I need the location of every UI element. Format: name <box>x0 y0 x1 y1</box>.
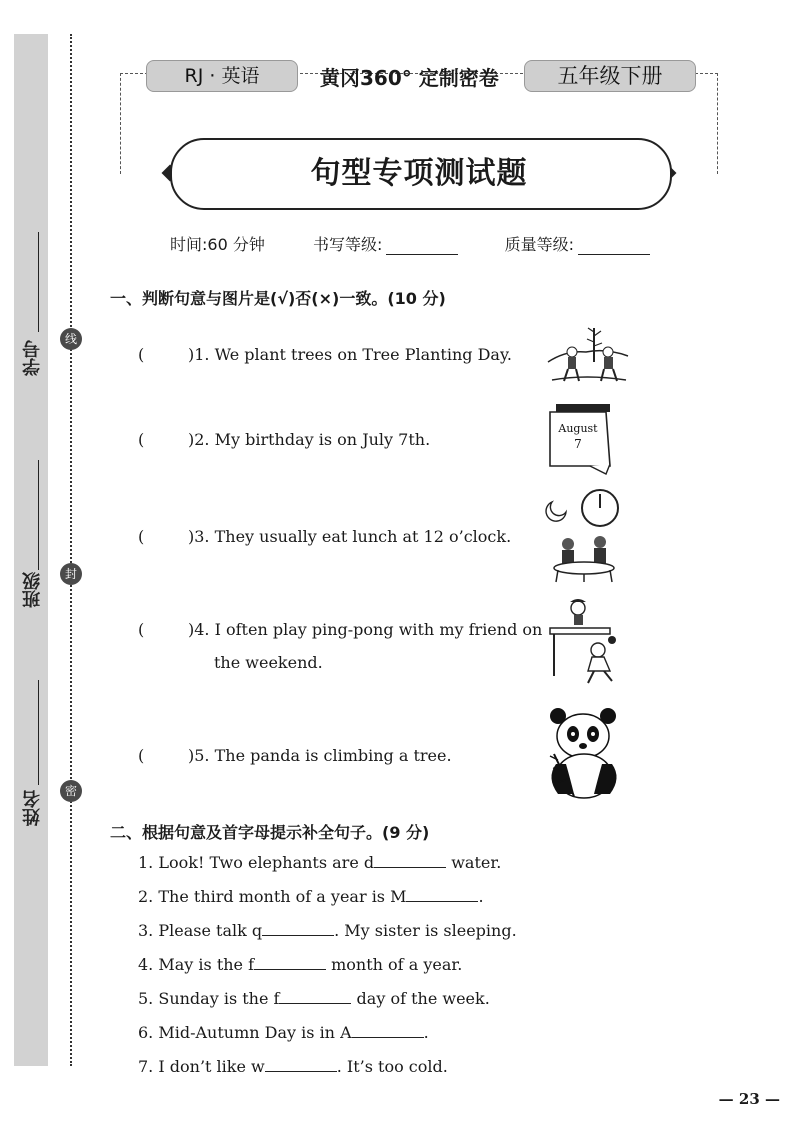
question-text: )3. They usually eat lunch at 12 o’clock. <box>188 527 512 546</box>
page-title: 句型专项测试题 <box>310 156 528 191</box>
section2-heading: 二、根据句意及首字母提示补全句子。(9 分) <box>110 823 430 842</box>
fill-blank[interactable] <box>352 1023 424 1038</box>
fill-text-after: month of a year. <box>326 955 463 974</box>
cut-line <box>70 34 72 1066</box>
answer-blank[interactable]: ( <box>138 746 145 765</box>
lunch-clock-picture <box>544 488 628 584</box>
calendar-month: August <box>558 422 598 435</box>
fill-blank[interactable] <box>265 1057 337 1072</box>
grade-pill: 五年级下册 <box>524 60 696 92</box>
question-text: )5. The panda is climbing a tree. <box>188 746 452 765</box>
answer-blank[interactable]: ( <box>138 527 145 546</box>
seal-seal: 封 <box>60 563 82 585</box>
fill-text-after: . My sister is sleeping. <box>334 921 517 940</box>
fill-text-after: . <box>478 887 484 906</box>
calendar-picture <box>546 402 614 476</box>
fill-item-5 <box>138 989 490 1008</box>
class-blank <box>38 460 39 570</box>
fill-item-1 <box>138 853 501 872</box>
name-blank <box>38 680 39 785</box>
question-text: )4. I often play ping-pong with my friend on <box>188 620 543 639</box>
ping-pong-picture <box>546 596 626 688</box>
fill-item-4 <box>138 955 462 974</box>
answer-blank[interactable]: ( <box>138 345 145 364</box>
page-number: — 23 — <box>718 1090 780 1108</box>
time-limit: 时间:60 分钟 <box>170 235 265 254</box>
fill-item-7 <box>138 1057 448 1076</box>
question-1 <box>138 345 512 364</box>
fill-text-before: 7. I don’t like w <box>138 1057 265 1076</box>
quality-grade-blank[interactable] <box>578 238 650 255</box>
question-4-continued: the weekend. <box>214 653 323 672</box>
fill-text-after: day of the week. <box>351 989 490 1008</box>
name-label: 姓名 <box>22 790 43 826</box>
fill-blank[interactable] <box>262 921 334 936</box>
question-text: )2. My birthday is on July 7th. <box>188 430 431 449</box>
fill-blank[interactable] <box>406 887 478 902</box>
fill-text-before: 3. Please talk q <box>138 921 263 940</box>
id-blank <box>38 232 39 332</box>
question-4 <box>138 620 542 639</box>
question-5 <box>138 746 452 765</box>
handwriting-grade-blank[interactable] <box>386 238 458 255</box>
section1-heading: 一、判断句意与图片是(√)否(×)一致。(10 分) <box>110 289 446 308</box>
subject-pill: RJ · 英语 <box>146 60 298 92</box>
question-3 <box>138 527 511 546</box>
fill-text-after: . <box>423 1023 429 1042</box>
exam-meta <box>170 232 650 255</box>
question-text: )1. We plant trees on Tree Planting Day. <box>188 345 512 364</box>
fill-text-before: 6. Mid-Autumn Day is in A <box>138 1023 352 1042</box>
quality-grade-label: 质量等级: <box>504 235 575 254</box>
answer-blank[interactable]: ( <box>138 430 145 449</box>
fill-text-after: . It’s too cold. <box>336 1057 448 1076</box>
fill-blank[interactable] <box>279 989 351 1004</box>
answer-blank[interactable]: ( <box>138 620 145 639</box>
fill-text-after: water. <box>446 853 502 872</box>
fill-item-3 <box>138 921 517 940</box>
seal-secret: 密 <box>60 780 82 802</box>
tree-planting-picture <box>546 322 630 384</box>
fill-text-before: 2. The third month of a year is M <box>138 887 407 906</box>
fill-text-before: 4. May is the f <box>138 955 255 974</box>
id-label: 学号 <box>22 340 43 376</box>
fill-blank[interactable] <box>254 955 326 970</box>
fill-text-before: 5. Sunday is the f <box>138 989 280 1008</box>
class-label: 班级 <box>22 572 43 608</box>
calendar-day: 7 <box>574 437 582 451</box>
question-2 <box>138 430 430 449</box>
handwriting-grade-label: 书写等级: <box>313 235 383 254</box>
fill-item-6 <box>138 1023 429 1042</box>
fill-blank[interactable] <box>374 853 446 868</box>
seal-line: 线 <box>60 328 82 350</box>
fill-text-before: 1. Look! Two elephants are d <box>138 853 375 872</box>
fill-item-2 <box>138 887 484 906</box>
brand-title: 黄冈360° 定制密卷 <box>320 66 499 90</box>
binding-strip <box>14 34 48 1066</box>
panda-picture <box>544 704 626 802</box>
